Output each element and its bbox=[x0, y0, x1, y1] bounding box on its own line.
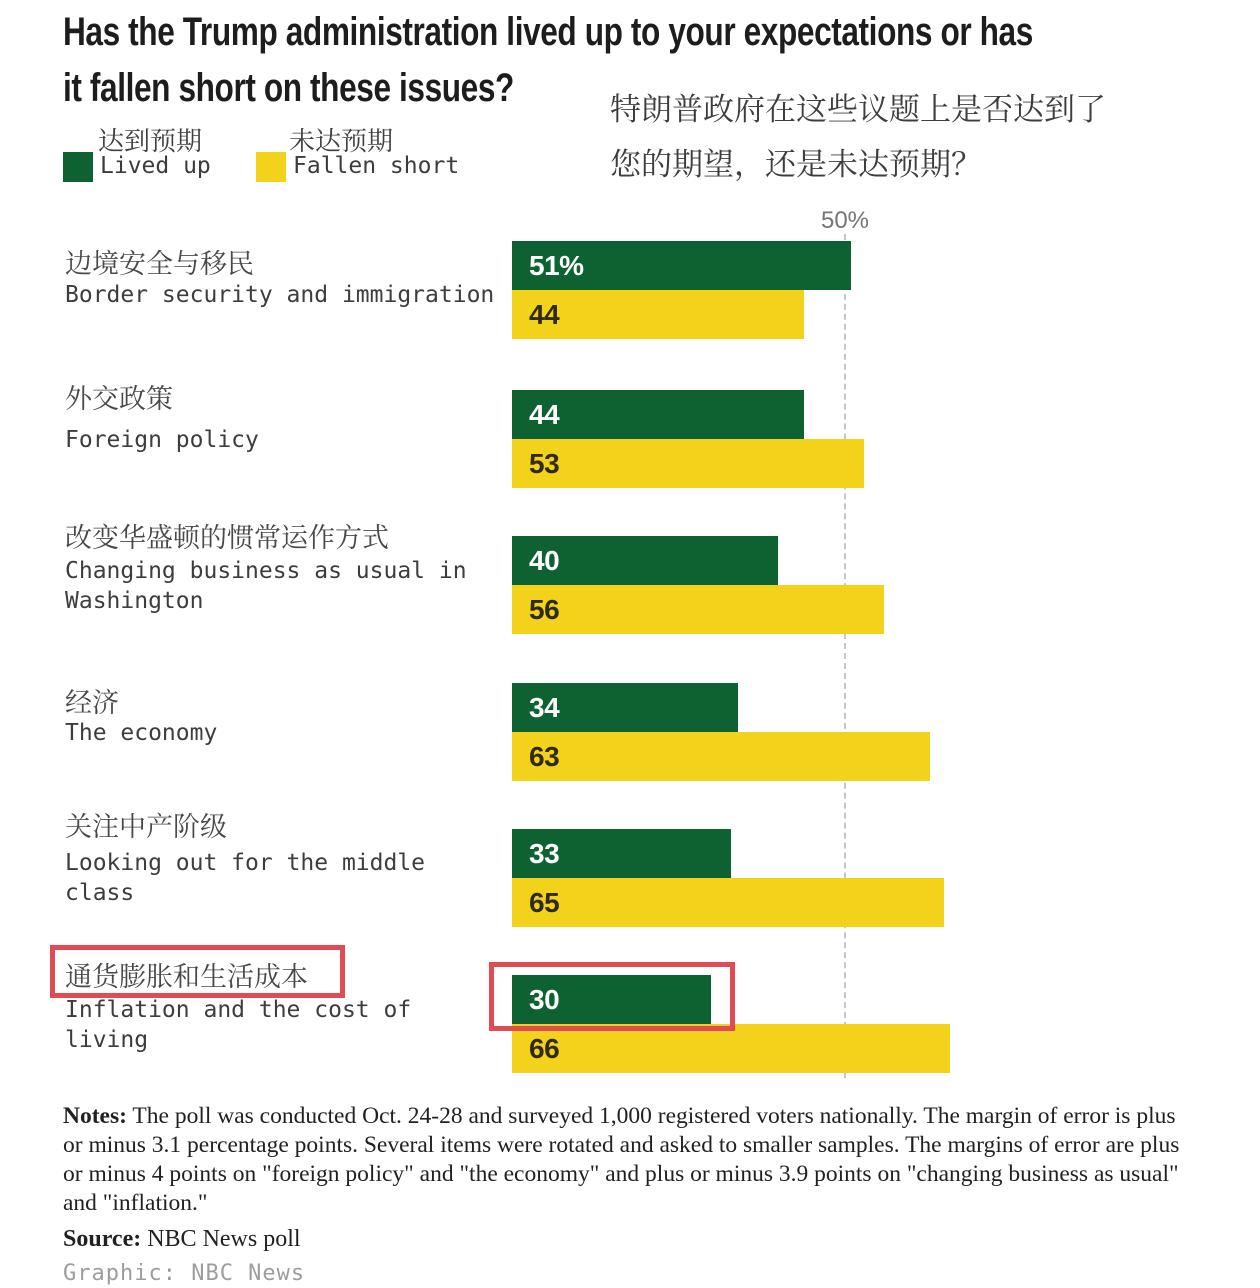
bar-value-label: 44 bbox=[529, 298, 560, 330]
bar-value-label: 53 bbox=[529, 447, 560, 479]
legend-lived-up-label-cn: 达到预期 bbox=[98, 126, 203, 156]
gridline-50-percent bbox=[844, 234, 846, 1078]
source-label: Source: bbox=[63, 1226, 142, 1252]
category-label-en: Changing business as usual in Washington bbox=[65, 558, 467, 614]
category-label-cn: 外交政策 bbox=[65, 384, 173, 414]
bar-fallen-short bbox=[512, 585, 884, 634]
credit-text: Graphic: NBC News bbox=[63, 1261, 306, 1286]
category-label-en: Foreign policy bbox=[65, 427, 259, 453]
highlight-box-inflation-label bbox=[50, 945, 345, 998]
bar-fallen-short bbox=[512, 732, 930, 781]
source-text: Source: NBC News poll bbox=[63, 1226, 301, 1252]
bar-value-label: 65 bbox=[529, 886, 560, 918]
chart-title-line1: Has the Trump administration lived up to your expectations or has bbox=[63, 10, 1033, 54]
legend-fallen-short-label-en: Fallen short bbox=[293, 153, 460, 179]
bar-value-label: 51% bbox=[529, 249, 584, 281]
category-label-en: Inflation and the cost of living bbox=[65, 997, 412, 1053]
category-label-en: The economy bbox=[65, 720, 218, 746]
chart-subtitle-cn-line2: 您的期望，还是未达预期？ bbox=[610, 147, 982, 182]
chart-subtitle-cn-line1: 特朗普政府在这些议题上是否达到了 bbox=[610, 92, 1106, 127]
notes-label: Notes: bbox=[63, 1103, 127, 1129]
legend-lived-up-label-en: Lived up bbox=[100, 153, 211, 179]
bar-value-label: 33 bbox=[529, 837, 560, 869]
bar-value-label: 44 bbox=[529, 398, 560, 430]
bar-lived-up bbox=[512, 829, 731, 878]
legend-fallen-short-label-cn: 未达预期 bbox=[289, 126, 394, 156]
chart-title-line2: it fallen short on these issues? bbox=[63, 66, 514, 110]
bar-lived-up bbox=[512, 683, 738, 732]
legend-lived-up-swatch bbox=[63, 152, 93, 182]
category-label-cn: 关注中产阶级 bbox=[65, 812, 227, 842]
bar-value-label: 63 bbox=[529, 740, 560, 772]
bar-value-label: 30 bbox=[529, 983, 560, 1015]
bar-value-label: 66 bbox=[529, 1032, 560, 1064]
bar-fallen-short bbox=[512, 1024, 950, 1073]
bar-lived-up bbox=[512, 241, 851, 290]
bar-fallen-short bbox=[512, 439, 864, 488]
category-label-cn: 边境安全与移民 bbox=[65, 249, 254, 279]
legend-fallen-short-swatch bbox=[256, 152, 286, 182]
bar-fallen-short bbox=[512, 878, 944, 927]
axis-tick-50-percent: 50% bbox=[820, 207, 870, 234]
category-label-cn: 通货膨胀和生活成本 bbox=[65, 962, 308, 992]
bar-lived-up bbox=[512, 390, 804, 439]
bar-lived-up bbox=[512, 536, 778, 585]
bar-value-label: 40 bbox=[529, 544, 560, 576]
category-label-en: Looking out for the middle class bbox=[65, 850, 426, 906]
category-label-cn: 经济 bbox=[65, 688, 119, 718]
highlight-box-inflation-bar bbox=[489, 962, 735, 1031]
bar-value-label: 34 bbox=[529, 691, 560, 723]
category-label-cn: 改变华盛顿的惯常运作方式 bbox=[65, 523, 389, 553]
notes-text: Notes: The poll was conducted Oct. 24-28 and surveyed 1,000 registered voters nationally. The margin of error is plus or minus 3.1 percentage points. Several items were rotated and asked to smaller samples. The margins of error are plus or minus 4 points on "foreign policy" and "the economy" and plus or minus 3.9 points on "changing business as usual" and "inflation." bbox=[63, 1103, 1180, 1216]
bar-value-label: 56 bbox=[529, 593, 560, 625]
category-label-en: Border security and immigration bbox=[65, 282, 495, 308]
bar-fallen-short bbox=[512, 290, 804, 339]
